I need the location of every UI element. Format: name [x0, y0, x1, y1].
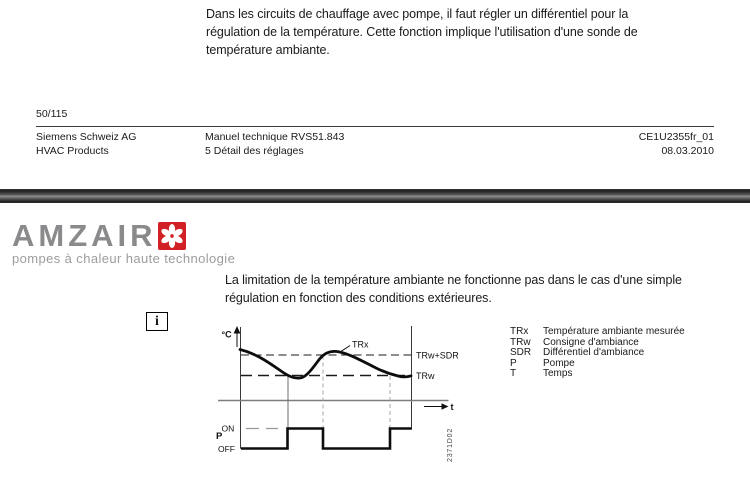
- pump-off-label: OFF: [218, 443, 235, 454]
- body-paragraph-top: Dans les circuits de chauffage avec pompe, il faut régler un différentiel pour la régulation de la température. Cette fonction implique l'utilisation d'une sonde de température ambiante.: [206, 7, 638, 57]
- page-separator-bar: [0, 189, 750, 203]
- logo-fan-icon: [158, 222, 186, 250]
- legend-row: [510, 327, 685, 338]
- legend-code: SDR: [510, 347, 532, 359]
- time-arrow-icon: [442, 403, 449, 410]
- footer-manual-title: Manuel technique RVS51.843: [205, 131, 345, 143]
- page-number: 50/115: [36, 108, 68, 120]
- diagram-legend: [510, 327, 685, 380]
- legend-code: TRw: [510, 336, 531, 348]
- legend-description: Temps: [543, 368, 573, 380]
- footer-document-block: [205, 131, 344, 158]
- footer-company-block: [36, 131, 136, 158]
- legend-description: Température ambiante mesurée: [543, 326, 685, 337]
- pump-differential-diagram: [214, 322, 460, 470]
- legend-description: Différentiel d'ambiance: [543, 347, 645, 359]
- footer-date: 08.03.2010: [661, 144, 714, 157]
- pump-on-label: ON: [221, 423, 235, 434]
- temperature-curve: [240, 350, 411, 379]
- lower-threshold-label: TRw: [416, 371, 435, 381]
- upper-threshold-label: TRw+SDR: [416, 350, 459, 361]
- figure-code: 2371D02: [447, 427, 454, 462]
- body-paragraph-bottom: La limitation de la température ambiante ne fonctionne pas dans le cas d'une simple régulation en fonction des conditions extérieures.: [225, 273, 682, 305]
- legend-description: Pompe: [543, 357, 575, 369]
- legend-row: [510, 369, 685, 380]
- legend-code: P: [510, 357, 517, 369]
- y-axis-arrow-icon: [234, 326, 241, 334]
- legend-code: TRx: [510, 326, 529, 337]
- info-note-icon: [146, 312, 168, 331]
- time-axis-label: t: [450, 402, 454, 412]
- footer-reference-block: [639, 131, 714, 158]
- legend-description: Consigne d'ambiance: [543, 336, 639, 348]
- logo-tagline: pompes à chaleur haute technologie: [12, 251, 236, 266]
- logo-brand-text: AMZAIR: [12, 218, 157, 253]
- legend-row: [510, 348, 685, 359]
- pump-state-square-wave: [241, 429, 412, 449]
- pump-row-label: P: [216, 431, 223, 442]
- legend-code: T: [510, 368, 517, 380]
- amzair-logo: [12, 218, 236, 266]
- y-axis-label: °C: [221, 329, 232, 340]
- curve-label-pointer-line: [339, 346, 350, 353]
- footer-rule: [36, 126, 714, 127]
- footer-department: HVAC Products: [36, 144, 109, 157]
- footer-company: Siemens Schweiz AG: [36, 131, 137, 143]
- legend-row: [510, 359, 685, 370]
- footer-chapter: 5 Détail des réglages: [205, 144, 304, 157]
- footer-doc-ref: CE1U2355fr_01: [638, 131, 714, 143]
- info-note-glyph: i: [155, 313, 159, 329]
- curve-label: TRx: [352, 339, 369, 350]
